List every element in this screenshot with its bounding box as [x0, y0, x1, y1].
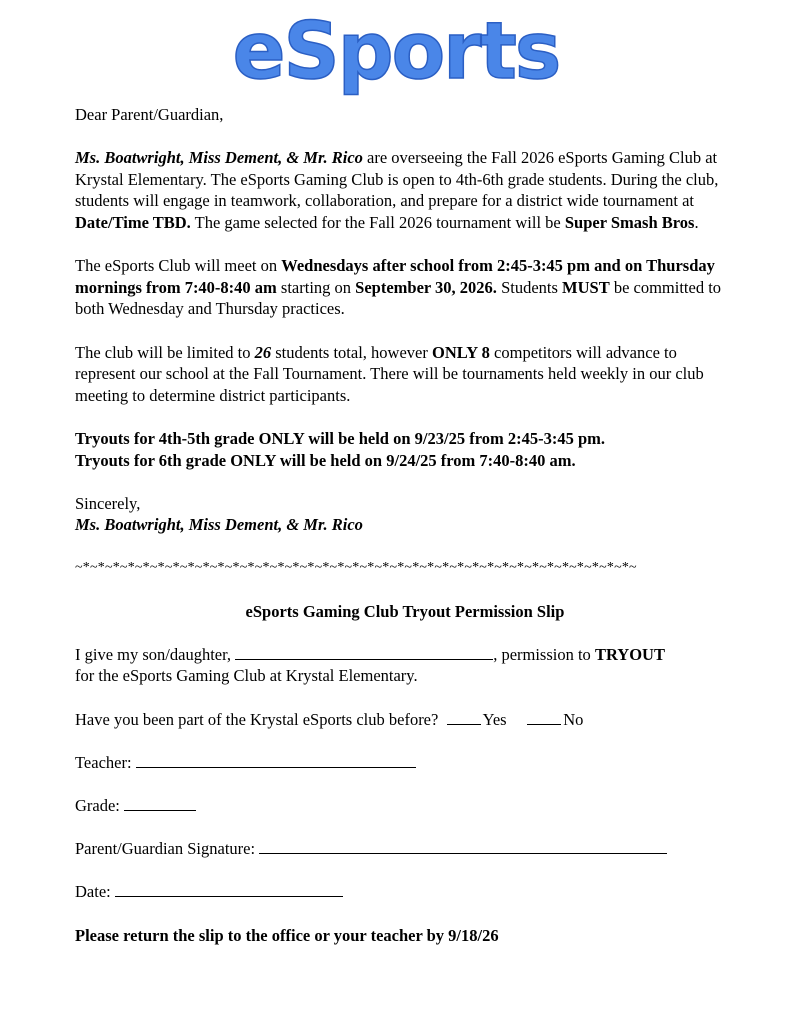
closing: Sincerely, [75, 493, 141, 513]
must-text: MUST [562, 277, 610, 297]
student-name-field[interactable] [235, 644, 493, 660]
no-checkbox-line[interactable] [527, 709, 561, 725]
grade-field[interactable] [124, 795, 196, 811]
grade-label: Grade: [75, 796, 125, 815]
divider-line: ~*~*~*~*~*~*~*~*~*~*~*~*~*~*~*~*~*~*~*~*~*~*~*~*~*~*~*~*~*~*~*~*~*~*~*~*~*~ [75, 560, 637, 576]
start-date: September 30, 2026. [355, 277, 497, 297]
greeting: Dear Parent/Guardian, [75, 105, 224, 124]
yes-checkbox-line[interactable] [447, 709, 481, 725]
prior-member-question: Have you been part of the Krystal eSports club before? Yes No [75, 709, 584, 729]
tournament-date: Date/Time TBD. [75, 212, 191, 232]
competitor-limit: ONLY 8 [431, 342, 490, 362]
logo-text: eSports [232, 8, 559, 97]
staff-names: Ms. Boatwright, Miss Dement, & Mr. Rico [75, 148, 363, 168]
date-field[interactable] [115, 881, 343, 897]
teacher-row [75, 752, 735, 774]
signature-row [75, 838, 735, 860]
tryout-info-6th: Tryouts for 6th grade ONLY will be held on 9/24/25 from 7:40-8:40 am. [75, 450, 576, 470]
game-name: Super Smash Bros [564, 212, 695, 232]
tryout-info-4th-5th: Tryouts for 4th-5th grade ONLY will be held on 9/23/25 from 2:45-3:45 pm. [75, 428, 605, 448]
yes-label: Yes [482, 709, 507, 729]
slip-title: eSports Gaming Club Tryout Permission Slip [245, 601, 565, 621]
schedule-paragraph: The eSports Club will meet on Wednesdays after school from 2:45-3:45 pm and on Thursday mornings from 7:40-8:40 am starting on September 30, 2026. Students MUST be committed to both Wednesday and Thursday practices. [75, 256, 722, 319]
tryout-word: TRYOUT [594, 644, 665, 664]
date-row [75, 881, 735, 903]
esports-logo [0, 8, 791, 100]
grade-row [75, 795, 735, 817]
meeting-schedule: Wednesdays after school from 2:45-3:45 pm and on Thursday mornings from 7:40-8:40 am [75, 256, 715, 297]
student-limit: 26 [254, 342, 272, 362]
permission-statement-line2: for the eSports Gaming Club at Krystal Elementary. [75, 666, 418, 686]
intro-paragraph: Ms. Boatwright, Miss Dement, & Mr. Rico are overseeing the Fall 2026 eSports Gaming Club at Krystal Elementary. The eSports Gaming Club is open to 4th-6th grade students. During the club, students will engage in teamwork, collaboration, and prepare for a district wide tournament at Date/Time TBD. The game selected for the Fall 2026 tournament will be Super Smash Bros. [75, 148, 719, 232]
signature-field[interactable] [259, 838, 667, 854]
letter-page [75, 104, 735, 946]
permission-statement: I give my son/daughter, , permission to TRYOUT [75, 644, 665, 664]
signature-label: Parent/Guardian Signature: [75, 839, 260, 859]
teacher-label: Teacher: [75, 752, 136, 772]
signature-names: Ms. Boatwright, Miss Dement, & Mr. Rico [75, 515, 363, 535]
teacher-field[interactable] [136, 752, 416, 768]
limit-paragraph: The club will be limited to 26 students total, however ONLY 8 competitors will advance to represent our school at the Fall Tournament. There will be tournaments held weekly in our club meeting to determine district participants. [75, 342, 704, 405]
return-note: Please return the slip to the office or your teacher by 9/18/26 [75, 925, 499, 945]
date-label: Date: [75, 882, 115, 902]
no-label: No [563, 709, 584, 729]
